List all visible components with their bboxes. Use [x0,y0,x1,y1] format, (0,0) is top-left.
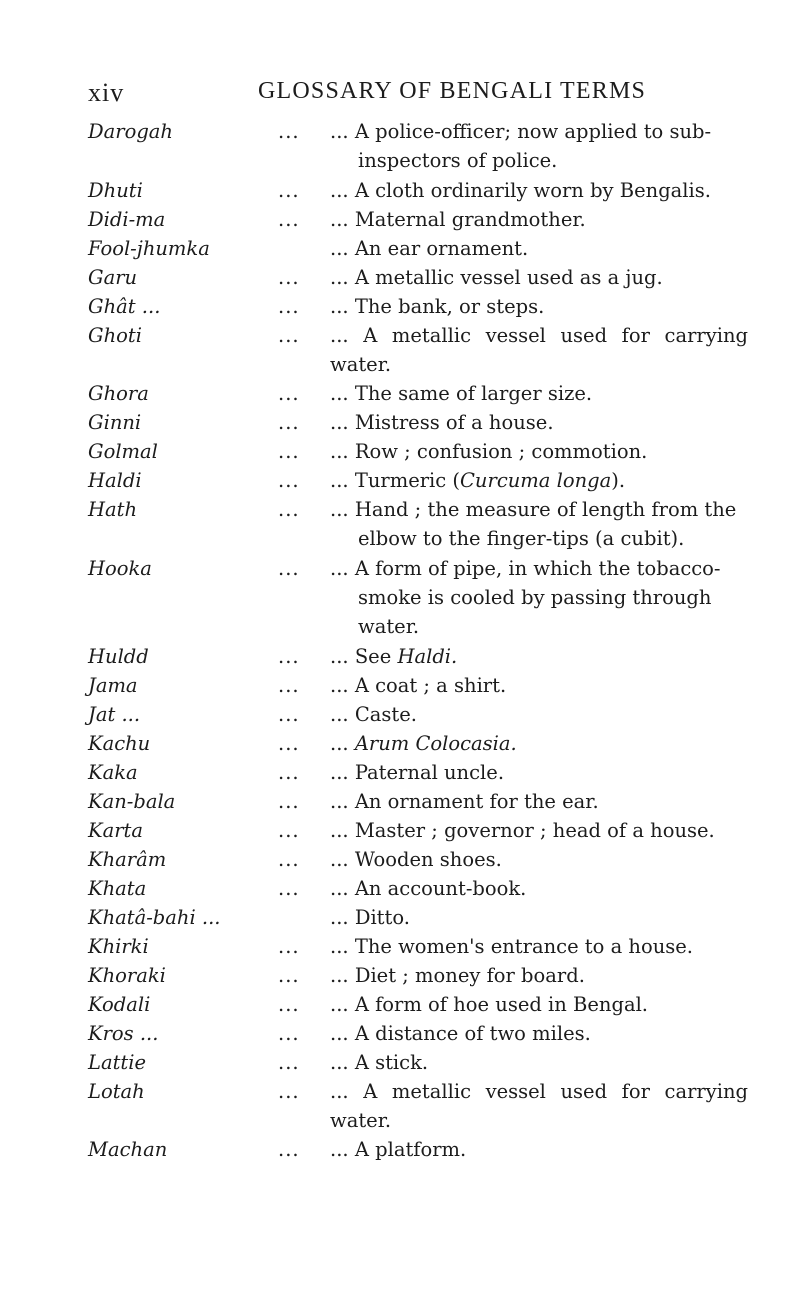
definition-leader: ... [330,324,349,347]
glossary-definition [330,234,748,263]
glossary-term: Kros ... [88,1022,159,1045]
definition-italic-text: Arum Colocasia. [354,732,517,755]
leader-dots: ... [278,382,300,405]
leader-dots: ... [278,732,300,755]
leader-dots: ... [278,848,300,871]
glossary-entry [88,1077,748,1135]
glossary-definition [330,758,748,787]
glossary-term: Huldd [88,645,149,668]
glossary-definition [330,1048,748,1077]
leader-dots: ... [278,469,300,492]
leader-dots: ... [278,179,300,202]
glossary-definition [330,379,748,408]
leader-dots: ... [278,1080,300,1103]
glossary-term: Jat ... [88,703,141,726]
definition-text: Diet ; money for board. [354,964,585,987]
glossary-term: Kodali [88,993,151,1016]
definition-text: The bank, or steps. [354,295,545,318]
glossary-term: Khata [88,877,147,900]
glossary-definition [330,321,748,379]
glossary-term: Hath [88,498,138,521]
definition-leader: ... [330,411,349,434]
definition-leader: ... [330,877,349,900]
definition-text: Master ; governor ; head of a house. [354,819,715,842]
definition-text: Maternal grandmother. [354,208,586,231]
definition-text: The same of larger size. [354,382,593,405]
glossary-entry [88,495,748,553]
glossary-term: Ghora [88,382,149,405]
glossary-term: Kharâm [88,848,167,871]
glossary-term: Jama [88,674,138,697]
glossary-definition [330,1077,748,1135]
definition-text: A metallic vessel used for carrying water. [330,324,749,376]
glossary-entry [88,874,748,903]
glossary-term: Darogah [88,120,173,143]
definition-leader: ... [330,498,349,521]
definition-text: A cloth ordinarily worn by Bengalis. [354,179,711,202]
glossary-entry [88,234,748,263]
glossary-term: Machan [88,1138,168,1161]
leader-dots: ... [278,761,300,784]
glossary-definition [330,874,748,903]
leader-dots: ... [278,208,300,231]
leader-dots: ... [278,440,300,463]
definition-text: A form of hoe used in Bengal. [354,993,649,1016]
definition-italic-text: Haldi. [397,645,458,668]
definition-text: A metallic vessel used as a jug. [354,266,663,289]
glossary-definition [330,642,748,671]
definition-text: An ornament for the ear. [354,790,599,813]
glossary-definition [330,729,748,758]
glossary-term: Khoraki [88,964,166,987]
glossary-term: Golmal [88,440,158,463]
definition-leader: ... [330,295,349,318]
definition-text: Hand ; the measure of length from the [354,498,737,521]
definition-leader: ... [330,179,349,202]
glossary-term: Ghoti [88,324,142,347]
glossary-term: Hooka [88,557,152,580]
definition-text: A form of pipe, in which the tobacco- [354,557,721,580]
definition-text: Mistress of a house. [354,411,554,434]
glossary-entry [88,990,748,1019]
glossary-entry [88,1135,748,1164]
definition-text: An ear ornament. [354,237,529,260]
definition-leader: ... [330,266,349,289]
leader-dots: ... [278,819,300,842]
glossary-entry [88,961,748,990]
glossary-term: Khirki [88,935,149,958]
glossary-definition [330,903,748,932]
definition-leader: ... [330,237,349,260]
definition-text: Turmeric ( [354,469,461,492]
glossary-term: Dhuti [88,179,143,202]
definition-text: A platform. [354,1138,467,1161]
definition-leader: ... [330,557,349,580]
glossary-entry [88,787,748,816]
definition-text: A stick. [354,1051,429,1074]
definition-text: Caste. [354,703,417,726]
glossary-definition [330,176,748,205]
glossary-definition [330,932,748,961]
definition-leader: ... [330,674,349,697]
definition-text: A coat ; a shirt. [354,674,507,697]
definition-leader: ... [330,1138,349,1161]
glossary-definition [330,845,748,874]
glossary-definition [330,961,748,990]
glossary-entry [88,816,748,845]
definition-text: Ditto. [354,906,410,929]
glossary-entry [88,903,748,932]
glossary-definition [330,1135,748,1164]
glossary-entry [88,437,748,466]
leader-dots: ... [278,964,300,987]
running-title: GLOSSARY OF BENGALI TERMS [258,78,647,104]
definition-text: A police-officer; now applied to sub- [354,120,712,143]
definition-text: Row ; confusion ; commotion. [354,440,648,463]
glossary-entry [88,729,748,758]
definition-leader: ... [330,703,349,726]
leader-dots: ... [278,993,300,1016]
glossary-definition [330,554,748,641]
glossary-term: Didi-ma [88,208,166,231]
definition-leader: ... [330,935,349,958]
leader-dots: ... [278,703,300,726]
glossary-entry [88,932,748,961]
definition-text: Paternal uncle. [354,761,505,784]
glossary-definition [330,263,748,292]
definition-tail: ). [611,469,626,492]
leader-dots: ... [278,935,300,958]
leader-dots: ... [278,557,300,580]
definition-text: An account-book. [354,877,527,900]
glossary-definition [330,787,748,816]
glossary-term: Kachu [88,732,151,755]
definition-text: Wooden shoes. [354,848,502,871]
definition-leader: ... [330,732,349,755]
definition-text: The women's entrance to a house. [354,935,694,958]
glossary-entry [88,176,748,205]
definition-text: A metallic vessel used for carrying water. [330,1080,749,1132]
definition-leader: ... [330,440,349,463]
glossary-entry [88,845,748,874]
leader-dots: ... [278,1051,300,1074]
leader-dots: ... [278,1022,300,1045]
glossary-term: Karta [88,819,143,842]
definition-leader: ... [330,645,349,668]
definition-continuation: elbow to the finger-tips (a cubit). [358,527,685,550]
glossary-definition [330,205,748,234]
definition-leader: ... [330,208,349,231]
glossary-entry [88,554,748,641]
glossary-definition [330,495,748,553]
leader-dots: ... [278,411,300,434]
definition-leader: ... [330,790,349,813]
leader-dots: ... [278,645,300,668]
glossary-term: Lotah [88,1080,145,1103]
definition-continuation: water. [358,615,420,638]
glossary-term: Kan-bala [88,790,176,813]
glossary-definition [330,1019,748,1048]
glossary-term: Ginni [88,411,142,434]
page-number: xiv [88,78,125,107]
definition-leader: ... [330,120,349,143]
glossary-definition [330,437,748,466]
definition-leader: ... [330,964,349,987]
glossary-term: Fool-jhumka [88,237,210,260]
glossary-definition [330,671,748,700]
glossary-list [88,117,748,1164]
definition-continuation: inspectors of police. [358,149,558,172]
glossary-definition [330,816,748,845]
glossary-definition [330,292,748,321]
definition-leader: ... [330,993,349,1016]
glossary-term: Lattie [88,1051,147,1074]
definition-leader: ... [330,382,349,405]
glossary-term: Kaka [88,761,138,784]
leader-dots: ... [278,266,300,289]
glossary-entry [88,671,748,700]
glossary-definition [330,117,748,175]
glossary-entry [88,642,748,671]
definition-leader: ... [330,469,349,492]
running-header [0,78,800,118]
glossary-entry [88,1048,748,1077]
leader-dots: ... [278,295,300,318]
definition-leader: ... [330,1022,349,1045]
glossary-entry [88,263,748,292]
leader-dots: ... [278,1138,300,1161]
glossary-definition [330,408,748,437]
glossary-entry [88,1019,748,1048]
definition-continuation: smoke is cooled by passing through [358,586,712,609]
definition-text: See [354,645,398,668]
glossary-definition [330,700,748,729]
glossary-entry [88,700,748,729]
glossary-entry [88,205,748,234]
glossary-definition [330,990,748,1019]
leader-dots: ... [278,324,300,347]
leader-dots: ... [278,674,300,697]
definition-leader: ... [330,761,349,784]
glossary-entry [88,758,748,787]
glossary-entry [88,379,748,408]
definition-text: A distance of two miles. [354,1022,591,1045]
glossary-entry [88,321,748,379]
glossary-entry [88,292,748,321]
definition-leader: ... [330,1080,349,1103]
definition-leader: ... [330,848,349,871]
definition-leader: ... [330,1051,349,1074]
leader-dots: ... [278,498,300,521]
glossary-term: Haldi [88,469,142,492]
leader-dots: ... [278,877,300,900]
glossary-term: Ghât ... [88,295,161,318]
definition-italic-text: Curcuma longa [460,469,612,492]
leader-dots: ... [278,120,300,143]
definition-leader: ... [330,906,349,929]
leader-dots: ... [278,790,300,813]
definition-leader: ... [330,819,349,842]
glossary-term: Garu [88,266,138,289]
glossary-entry [88,408,748,437]
glossary-definition [330,466,748,495]
glossary-entry [88,466,748,495]
glossary-entry [88,117,748,175]
glossary-term: Khatâ-bahi ... [88,906,221,929]
